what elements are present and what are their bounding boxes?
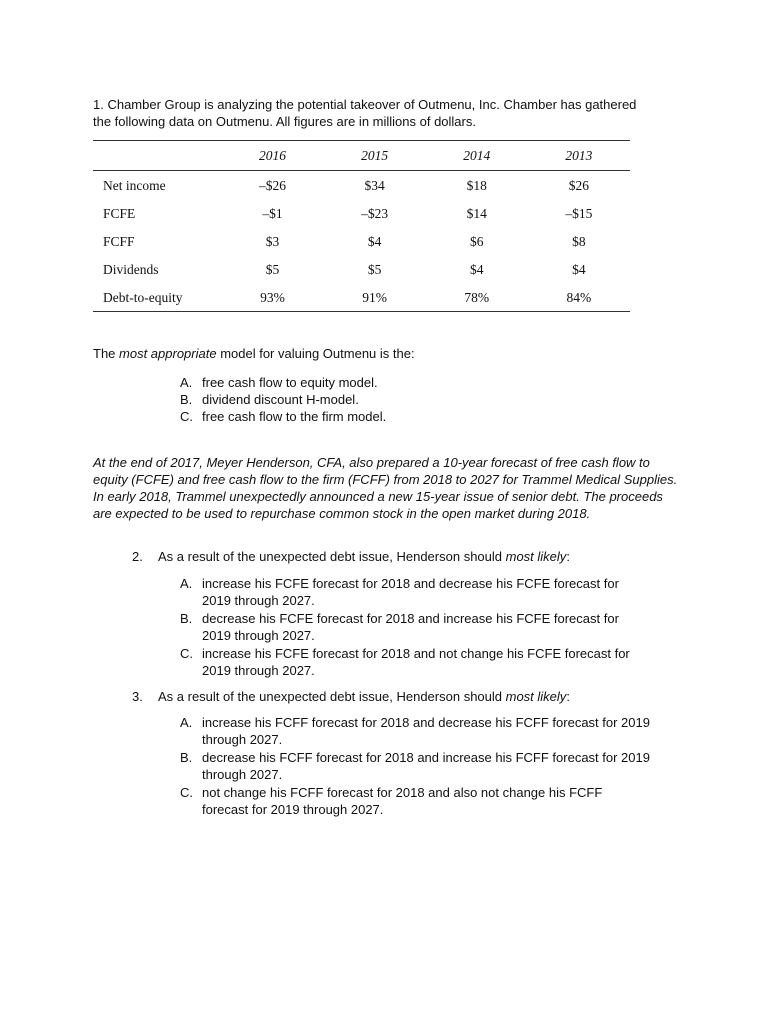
table-header-2014: 2014 [426,141,528,171]
table-cell: $3 [265,233,280,249]
option-b [180,391,660,408]
table-cell: $8 [572,233,586,249]
table-cell: $4 [470,261,484,277]
stem-text: As a result of the unexpected debt issue, Henderson should [158,689,506,704]
table-cell: 91% [324,283,426,312]
table-cell: $5 [265,261,280,277]
stem-text: As a result of the unexpected debt issue, Henderson should [158,549,506,564]
prompt-text: The [93,346,120,361]
question-1-intro: 1. Chamber Group is analyzing the potential takeover of Outmenu, Inc. Chamber has gathered the following data on Outmenu. All figures are in millions of dollars. [93,97,637,129]
option-c [180,645,650,679]
table-header-row [93,141,630,171]
table-cell: $6 [470,233,484,249]
table-cell: $14 [466,205,487,221]
option-c [180,408,660,425]
option-b [180,610,650,644]
table-row-net-income [93,171,630,200]
table-cell: –$1 [262,205,283,221]
table-cell: –$26 [259,177,286,193]
option-letter: C. [180,409,193,424]
option-letter: B. [180,611,193,626]
table-cell: 93% [221,283,323,312]
option-a [180,714,650,748]
table-row-debt-to-equity [93,283,630,312]
option-text: dividend discount H-model. [202,392,359,407]
row-label: Net income [103,177,166,193]
table-cell: $26 [568,177,590,193]
row-label: FCFE [103,205,136,221]
question-number: 3. [132,689,143,704]
option-text: free cash flow to the firm model. [202,409,387,424]
table-cell: $4 [572,261,586,277]
question-number: 2. [132,549,143,564]
table-row-dividends [93,255,630,283]
stem-emphasis: most likely [505,689,567,704]
option-c [180,784,650,818]
option-letter: B. [180,392,193,407]
question-1-options [180,374,660,425]
table-cell: $18 [466,177,487,193]
table-row-fcfe [93,199,630,227]
row-label: Dividends [103,261,159,277]
table-cell: $34 [364,177,385,193]
row-label: FCFF [103,233,135,249]
table-header-2015: 2015 [324,141,426,171]
option-text: increase his FCFE forecast for 2018 and not change his FCFE forecast for 2019 through 2027. [202,646,630,678]
prompt-text: model for valuing Outmenu is the: [216,346,415,361]
stem-text: : [566,549,570,564]
table-cell: 84% [528,283,630,312]
table-cell: 78% [426,283,528,312]
question-3-options [180,714,650,819]
question-1-prompt [93,345,415,362]
question-text [158,548,570,565]
option-b [180,749,650,783]
option-letter: A. [180,715,193,730]
outmenu-data-table [93,140,630,312]
option-letter: C. [180,646,193,661]
option-text: not change his FCFF forecast for 2018 and also not change his FCFF forecast for 2019 through 2027. [202,785,603,817]
table-cell: –$23 [361,205,389,221]
option-letter: C. [180,785,193,800]
option-a [180,575,650,609]
option-letter: B. [180,750,193,765]
row-label: Debt-to-equity [93,283,221,312]
prompt-emphasis: most appropriate [119,346,217,361]
option-text: decrease his FCFE forecast for 2018 and increase his FCFE forecast for 2019 through 2027. [202,611,619,643]
table-cell: $5 [367,261,382,277]
question-text [158,688,570,705]
option-text: increase his FCFE forecast for 2018 and decrease his FCFE forecast for 2019 through 2027. [202,576,619,608]
table-header-2016: 2016 [221,141,323,171]
option-text: increase his FCFF forecast for 2018 and decrease his FCFF forecast for 2019 through 2027. [202,715,650,747]
question-2-options [180,575,650,680]
scenario-paragraph: At the end of 2017, Meyer Henderson, CFA, also prepared a 10-year forecast of free cash flow to equity (FCFE) and free cash flow to the firm (FCFF) from 2018 to 2027 for Trammel Medical Supplies. In early 2018, Trammel unexpectedly announced a new 15-year issue of senior debt. The proceeds are expected to be used to repurchase common stock in the open market during 2018. [93,455,678,521]
option-letter: A. [180,375,193,390]
option-letter: A. [180,576,193,591]
table-cell: $4 [367,233,382,249]
stem-emphasis: most likely [505,549,567,564]
option-text: free cash flow to equity model. [202,375,378,390]
table-row-fcff [93,227,630,255]
table-cell: –$15 [565,205,593,221]
stem-text: : [566,689,570,704]
option-a [180,374,660,391]
option-text: decrease his FCFF forecast for 2018 and increase his FCFF forecast for 2019 through 2027. [202,750,650,782]
table-header-blank [93,141,221,171]
table-header-2013: 2013 [528,141,630,171]
